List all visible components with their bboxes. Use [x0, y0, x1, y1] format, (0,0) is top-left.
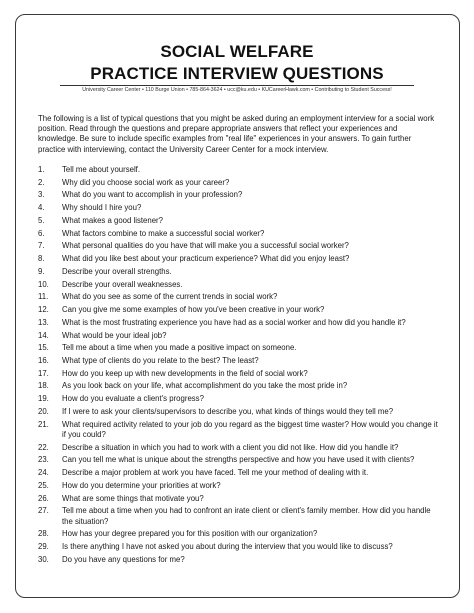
- question-list: [38, 165, 438, 568]
- question-text: How do you determine your priorities at work?: [62, 480, 221, 490]
- question-text: How do you evaluate a client's progress?: [62, 394, 204, 404]
- question-text: How has your degree prepared you for this position with our organization?: [62, 529, 318, 539]
- question-text: Describe a major problem at work you have faced. Tell me your method of dealing with it.: [62, 468, 369, 478]
- question-item: [38, 280, 438, 290]
- question-item: [38, 407, 438, 417]
- question-number: 29.: [38, 542, 49, 552]
- question-item: [38, 394, 438, 404]
- question-number: 25.: [38, 480, 49, 490]
- question-item: [38, 178, 438, 188]
- question-number: 13.: [38, 317, 49, 327]
- question-item: [38, 254, 438, 264]
- question-item: [38, 318, 438, 328]
- question-text: As you look back on your life, what accomplishment do you take the most pride in?: [62, 381, 348, 391]
- question-text: What type of clients do you relate to the best? The least?: [62, 356, 259, 366]
- question-number: 11.: [38, 292, 49, 302]
- question-text: What did you like best about your practicum experience? What did you enjoy least?: [62, 254, 350, 264]
- question-item: [38, 420, 438, 441]
- question-number: 24.: [38, 468, 49, 478]
- question-number: 7.: [38, 241, 45, 251]
- question-text: What is the most frustrating experience you have had as a social worker and how did you handle it?: [62, 317, 406, 327]
- title-divider: [60, 85, 414, 86]
- question-text: Describe your overall weaknesses.: [62, 279, 183, 289]
- question-text: Why should I hire you?: [62, 203, 142, 213]
- question-item: [38, 381, 438, 391]
- question-item: [38, 203, 438, 213]
- question-text: Is there anything I have not asked you about during the interview that you would like to discuss?: [62, 542, 393, 552]
- question-number: 21.: [38, 419, 49, 429]
- question-item: [38, 216, 438, 226]
- question-text: What do you see as some of the current trends in social work?: [62, 292, 278, 302]
- question-text: What do you want to accomplish in your profession?: [62, 190, 243, 200]
- question-item: [38, 356, 438, 366]
- question-text: What required activity related to your job do you regard as the biggest time waster? How would you change it if you could?: [62, 419, 438, 439]
- question-item: [38, 481, 438, 491]
- question-item: [38, 494, 438, 504]
- question-text: Describe your overall strengths.: [62, 266, 172, 276]
- document-title-line1: SOCIAL WELFARE: [160, 42, 314, 61]
- question-number: 19.: [38, 394, 49, 404]
- question-number: 1.: [38, 165, 45, 174]
- document-title-line2: PRACTICE INTERVIEW QUESTIONS: [90, 64, 384, 83]
- question-text: Do you have any questions for me?: [62, 554, 185, 564]
- question-text: What makes a good listener?: [62, 215, 163, 225]
- question-item: [38, 529, 438, 539]
- question-number: 2.: [38, 177, 45, 187]
- question-item: [38, 190, 438, 200]
- question-item: [38, 555, 438, 565]
- question-item: [38, 165, 438, 175]
- question-text: If I were to ask your clients/supervisors to describe you, what kinds of things would they tell me?: [62, 406, 394, 416]
- question-number: 26.: [38, 493, 49, 503]
- question-item: [38, 292, 438, 302]
- question-text: What are some things that motivate you?: [62, 493, 204, 503]
- question-number: 5.: [38, 215, 45, 225]
- question-number: 22.: [38, 442, 49, 452]
- intro-paragraph: The following is a list of typical questions that you might be asked during an employment interview for a social work position. Read through the questions and prepare appropriate answers that reflect your experiences and knowledge. Be sure to include specific examples from "real life" experiences in your answers. To gain further practice with interviewing, contact the University Career Center for a mock interview.: [38, 114, 435, 154]
- question-item: [38, 229, 438, 239]
- question-number: 20.: [38, 406, 49, 416]
- question-number: 30.: [38, 554, 49, 564]
- question-number: 3.: [38, 190, 45, 200]
- question-text: What personal qualities do you have that will make you a successful social worker?: [62, 241, 349, 251]
- question-number: 23.: [38, 455, 49, 465]
- question-number: 16.: [38, 356, 49, 366]
- question-item: [38, 443, 438, 453]
- question-item: [38, 343, 438, 353]
- question-item: [38, 506, 438, 527]
- question-text: Tell me about a time when you made a positive impact on someone.: [62, 343, 297, 353]
- question-number: 9.: [38, 266, 45, 276]
- question-number: 14.: [38, 330, 49, 340]
- question-text: Can you tell me what is unique about the strengths perspective and how you have used it with clients?: [62, 455, 415, 465]
- question-text: Why did you choose social work as your career?: [62, 177, 230, 187]
- question-item: [38, 305, 438, 315]
- question-number: 12.: [38, 305, 49, 315]
- question-item: [38, 331, 438, 341]
- question-item: [38, 455, 438, 465]
- question-number: 10.: [38, 279, 49, 289]
- question-text: Tell me about yourself.: [62, 165, 141, 174]
- contact-line: University Career Center • 110 Burge Union • 785-864-3624 • ucc@ku.edu • KUCareerHawk.com • Contributing to Student Success!: [82, 87, 392, 93]
- question-number: 17.: [38, 368, 49, 378]
- question-item: [38, 542, 438, 552]
- question-number: 27.: [38, 506, 49, 516]
- question-text: Can you give me some examples of how you've been creative in your work?: [62, 305, 325, 315]
- question-text: Tell me about a time when you had to confront an irate client or client's family member. How did you handle the situation?: [62, 506, 431, 526]
- question-item: [38, 369, 438, 379]
- question-item: [38, 267, 438, 277]
- question-number: 28.: [38, 529, 49, 539]
- question-number: 15.: [38, 343, 49, 353]
- question-item: [38, 241, 438, 251]
- question-number: 6.: [38, 228, 45, 238]
- question-text: How do you keep up with new developments in the field of social work?: [62, 368, 308, 378]
- question-number: 8.: [38, 254, 45, 264]
- question-text: Describe a situation in which you had to work with a client you did not like. How did you handle it?: [62, 442, 399, 452]
- question-number: 4.: [38, 203, 45, 213]
- question-text: What factors combine to make a successful social worker?: [62, 228, 265, 238]
- question-number: 18.: [38, 381, 49, 391]
- question-text: What would be your ideal job?: [62, 330, 167, 340]
- question-item: [38, 468, 438, 478]
